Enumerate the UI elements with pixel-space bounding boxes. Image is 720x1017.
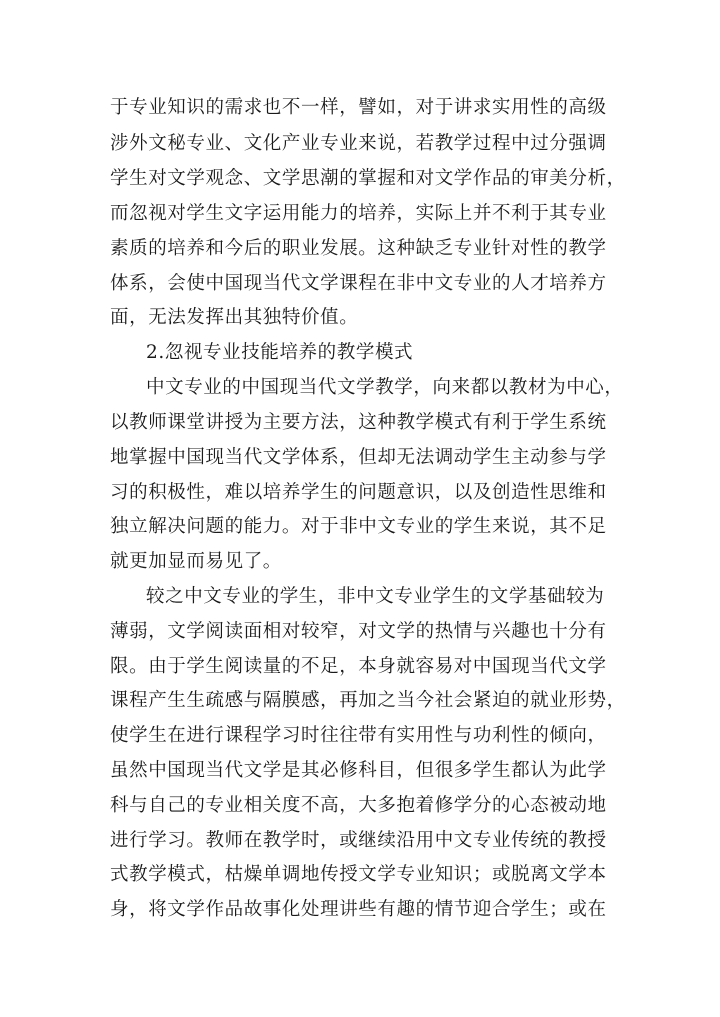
text-line: 习的积极性，难以培养学生的问题意识，以及创造性思维和 (110, 482, 607, 503)
text-line: 科与自己的专业相关度不高，大多抱着修学分的心态被动地 (110, 795, 607, 816)
text-line: 就更加显而易见了。 (110, 551, 282, 572)
text-line: 虽然中国现当代文学是其必修科目，但很多学生都认为此学 (110, 760, 607, 781)
text-line: 薄弱，文学阅读面相对较窄，对文学的热情与兴趣也十分有 (110, 621, 607, 642)
paragraph-start-line: 中文专业的中国现当代文学教学，向来都以教材为中心， (146, 377, 624, 398)
text-line: 素质的培养和今后的职业发展。这种缺乏专业针对性的教学 (110, 238, 607, 259)
text-line: 于专业知识的需求也不一样，譬如，对于讲求实用性的高级 (110, 97, 607, 118)
text-line: 学生对文学观念、文学思潮的掌握和对文学作品的审美分析， (110, 168, 626, 189)
text-line: 式教学模式，枯燥单调地传授文学专业知识；或脱离文学本 (110, 864, 607, 885)
text-line: 课程产生生疏感与隔膜感，再加之当今社会紧迫的就业形势， (110, 690, 626, 711)
text-line: 面，无法发挥出其独特价值。 (110, 307, 359, 328)
text-line: 独立解决问题的能力。对于非中文专业的学生来说，其不足 (110, 516, 607, 537)
text-line: 以教师课堂讲授为主要方法，这种教学模式有利于学生系统 (110, 412, 607, 433)
section-heading: 2.忽视专业技能培养的教学模式 (146, 342, 414, 363)
text-line: 限。由于学生阅读量的不足，本身就容易对中国现当代文学 (110, 656, 607, 677)
text-line: 进行学习。教师在教学时，或继续沿用中文专业传统的教授 (110, 830, 607, 851)
text-line: 地掌握中国现当代文学体系，但却无法调动学生主动参与学 (110, 447, 607, 468)
text-line: 而忽视对学生文字运用能力的培养，实际上并不利于其专业 (110, 203, 607, 224)
text-line: 体系，会使中国现当代文学课程在非中文专业的人才培养方 (110, 273, 607, 294)
text-line: 涉外文秘专业、文化产业专业来说，若教学过程中过分强调 (110, 133, 607, 154)
paragraph-start-line: 较之中文专业的学生，非中文专业学生的文学基础较为 (146, 586, 605, 607)
text-line: 使学生在进行课程学习时往往带有实用性与功利性的倾向， (110, 725, 607, 746)
text-line: 身，将文学作品故事化处理讲些有趣的情节迎合学生；或在 (110, 899, 607, 920)
